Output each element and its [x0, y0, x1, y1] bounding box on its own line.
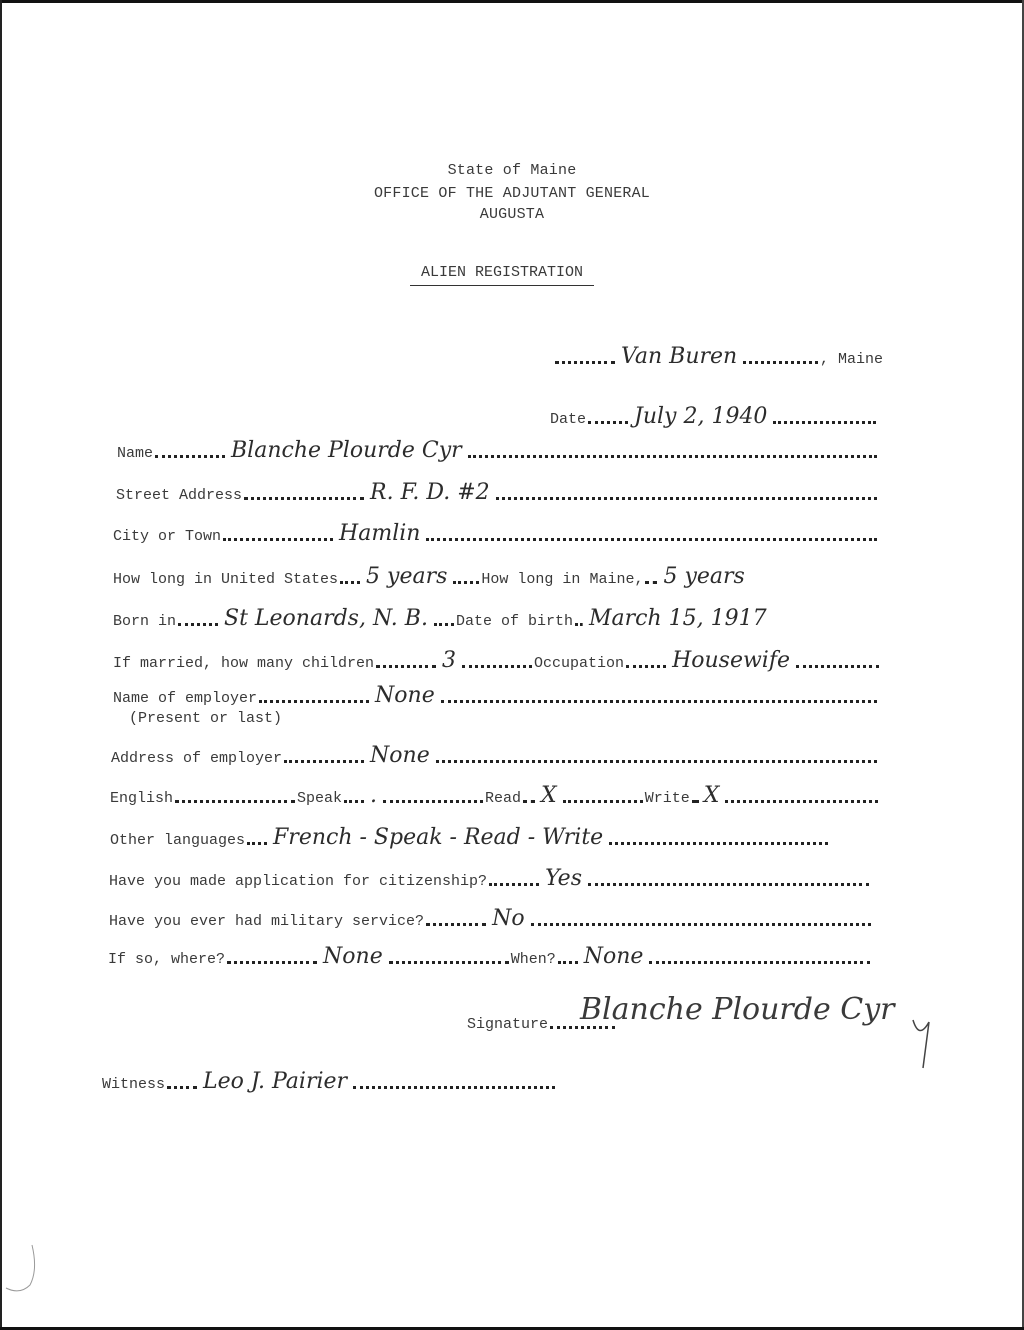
- signature-label: Signature: [467, 1016, 549, 1033]
- city-line: [113, 521, 879, 545]
- witness-line: [102, 1069, 557, 1093]
- employer-sub-line: [129, 703, 329, 727]
- employer-address-dots-lead: [284, 759, 364, 763]
- occupation-value[interactable]: Housewife: [672, 648, 791, 673]
- where-label: If so, where?: [108, 951, 226, 968]
- where-dots-tail: [389, 960, 509, 964]
- name-dots-tail: [468, 454, 877, 458]
- street-label: Street Address: [116, 487, 243, 504]
- signature-flourish-icon: [905, 1000, 945, 1070]
- witness-dots-lead: [167, 1085, 197, 1089]
- other-languages-value[interactable]: French - Speak - Read - Write: [273, 825, 604, 850]
- place-dots-tail: [743, 360, 818, 364]
- header-state: State of Maine: [447, 162, 577, 179]
- read-dots-lead: [523, 799, 535, 803]
- street-value[interactable]: R. F. D. #2: [370, 480, 490, 505]
- employer-address-label: Address of employer: [111, 750, 283, 767]
- header-city: AUGUSTA: [479, 206, 545, 223]
- birth-line: [113, 606, 925, 630]
- other-languages-dots-lead: [247, 841, 267, 845]
- stay-line: [113, 564, 893, 588]
- employer-dots-tail: [441, 699, 877, 703]
- us-stay-value[interactable]: 5 years: [366, 564, 448, 589]
- edge-scuff-icon: [2, 1240, 42, 1310]
- born-value[interactable]: St Leonards, N. B.: [224, 606, 428, 631]
- witness-value[interactable]: Leo J. Pairier: [203, 1069, 348, 1094]
- name-line: [117, 438, 879, 462]
- other-languages-dots-tail: [609, 841, 828, 845]
- english-label: English: [110, 790, 174, 807]
- name-dots-lead: [155, 454, 225, 458]
- signature-value[interactable]: Blanche Plourde Cyr: [580, 992, 895, 1027]
- when-dots-lead: [558, 960, 578, 964]
- date-dots-tail: [773, 420, 876, 424]
- children-label: If married, how many children: [113, 655, 375, 672]
- date-dots-lead: [588, 420, 628, 424]
- dob-value[interactable]: March 15, 1917: [588, 606, 767, 631]
- us-stay-dots-tail: [453, 580, 479, 584]
- witness-label: Witness: [102, 1076, 166, 1093]
- write-dots-tail: [725, 799, 878, 803]
- other-languages-label: Other languages: [110, 832, 246, 849]
- citizenship-label: Have you made application for citizenship?: [109, 873, 488, 890]
- military-value[interactable]: No: [492, 906, 525, 931]
- city-label: City or Town: [113, 528, 222, 545]
- read-label: Read: [485, 790, 522, 807]
- read-dots-tail: [563, 799, 643, 803]
- employer-address-dots-tail: [436, 759, 877, 763]
- dob-label: Date of birth: [455, 613, 573, 630]
- born-dots-tail: [434, 622, 454, 626]
- born-dots-lead: [178, 622, 218, 626]
- maine-stay-label: How long in Maine,: [481, 571, 644, 588]
- name-label: Name: [117, 445, 154, 462]
- employer-address-line: [111, 743, 879, 767]
- citizenship-value[interactable]: Yes: [545, 866, 582, 891]
- maine-stay-value[interactable]: 5 years: [663, 564, 745, 589]
- maine-stay-dots: [645, 580, 657, 584]
- header-office: OFFICE OF THE ADJUTANT GENERAL: [373, 185, 651, 202]
- date-line: [550, 404, 878, 428]
- scan-border-top: [0, 0, 1024, 3]
- when-dots-tail: [649, 960, 870, 964]
- military-dots-tail: [531, 922, 871, 926]
- children-dots-lead: [376, 664, 436, 668]
- date-value[interactable]: July 2, 1940: [634, 404, 768, 429]
- place-town-value[interactable]: Van Buren: [621, 344, 738, 369]
- employer-sub-label: (Present or last): [129, 710, 283, 727]
- place-dots-lead: [555, 360, 615, 364]
- witness-dots-tail: [353, 1085, 555, 1089]
- speak-dots-lead: [344, 799, 364, 803]
- city-value[interactable]: Hamlin: [339, 521, 421, 546]
- english-dots: [175, 799, 295, 803]
- citizenship-dots-lead: [489, 882, 539, 886]
- write-label: Write: [644, 790, 690, 807]
- where-value[interactable]: None: [323, 944, 383, 969]
- children-value[interactable]: 3: [442, 648, 457, 673]
- city-dots-tail: [426, 537, 877, 541]
- when-value[interactable]: None: [583, 944, 644, 969]
- military-line: [109, 906, 873, 930]
- employer-value[interactable]: None: [375, 683, 435, 708]
- employer-address-value[interactable]: None: [370, 743, 430, 768]
- street-line: [116, 480, 879, 504]
- occupation-dots-tail: [796, 664, 879, 668]
- read-value[interactable]: X: [541, 783, 557, 808]
- speak-label: Speak: [297, 790, 343, 807]
- write-dots-lead: [692, 799, 698, 803]
- children-dots-tail: [462, 664, 532, 668]
- street-dots-tail: [496, 496, 877, 500]
- place-suffix: , Maine: [819, 351, 883, 368]
- name-value[interactable]: Blanche Plourde Cyr: [231, 438, 462, 463]
- occupation-label: Occupation: [534, 655, 625, 672]
- place-line: [553, 344, 883, 368]
- date-label: Date: [550, 411, 587, 428]
- english-line: [110, 783, 880, 807]
- born-label: Born in: [113, 613, 177, 630]
- write-value[interactable]: X: [703, 783, 720, 808]
- street-dots-lead: [244, 496, 364, 500]
- us-stay-dots-lead: [340, 580, 360, 584]
- children-line: [113, 648, 881, 672]
- when-label: When?: [510, 951, 556, 968]
- other-languages-line: [110, 825, 830, 849]
- employer-label: Name of employer: [113, 690, 258, 707]
- where-dots-lead: [227, 960, 317, 964]
- dob-dots: [575, 622, 583, 626]
- citizenship-line: [109, 866, 871, 890]
- city-dots-lead: [223, 537, 333, 541]
- speak-dots-tail: [383, 799, 483, 803]
- form-title: ALIEN REGISTRATION: [410, 264, 594, 286]
- citizenship-dots-tail: [588, 882, 869, 886]
- speak-value[interactable]: .: [370, 783, 378, 808]
- us-stay-label: How long in United States: [113, 571, 339, 588]
- military-dots-lead: [426, 922, 486, 926]
- where-when-line: [108, 944, 872, 968]
- occupation-dots: [626, 664, 666, 668]
- military-label: Have you ever had military service?: [109, 913, 425, 930]
